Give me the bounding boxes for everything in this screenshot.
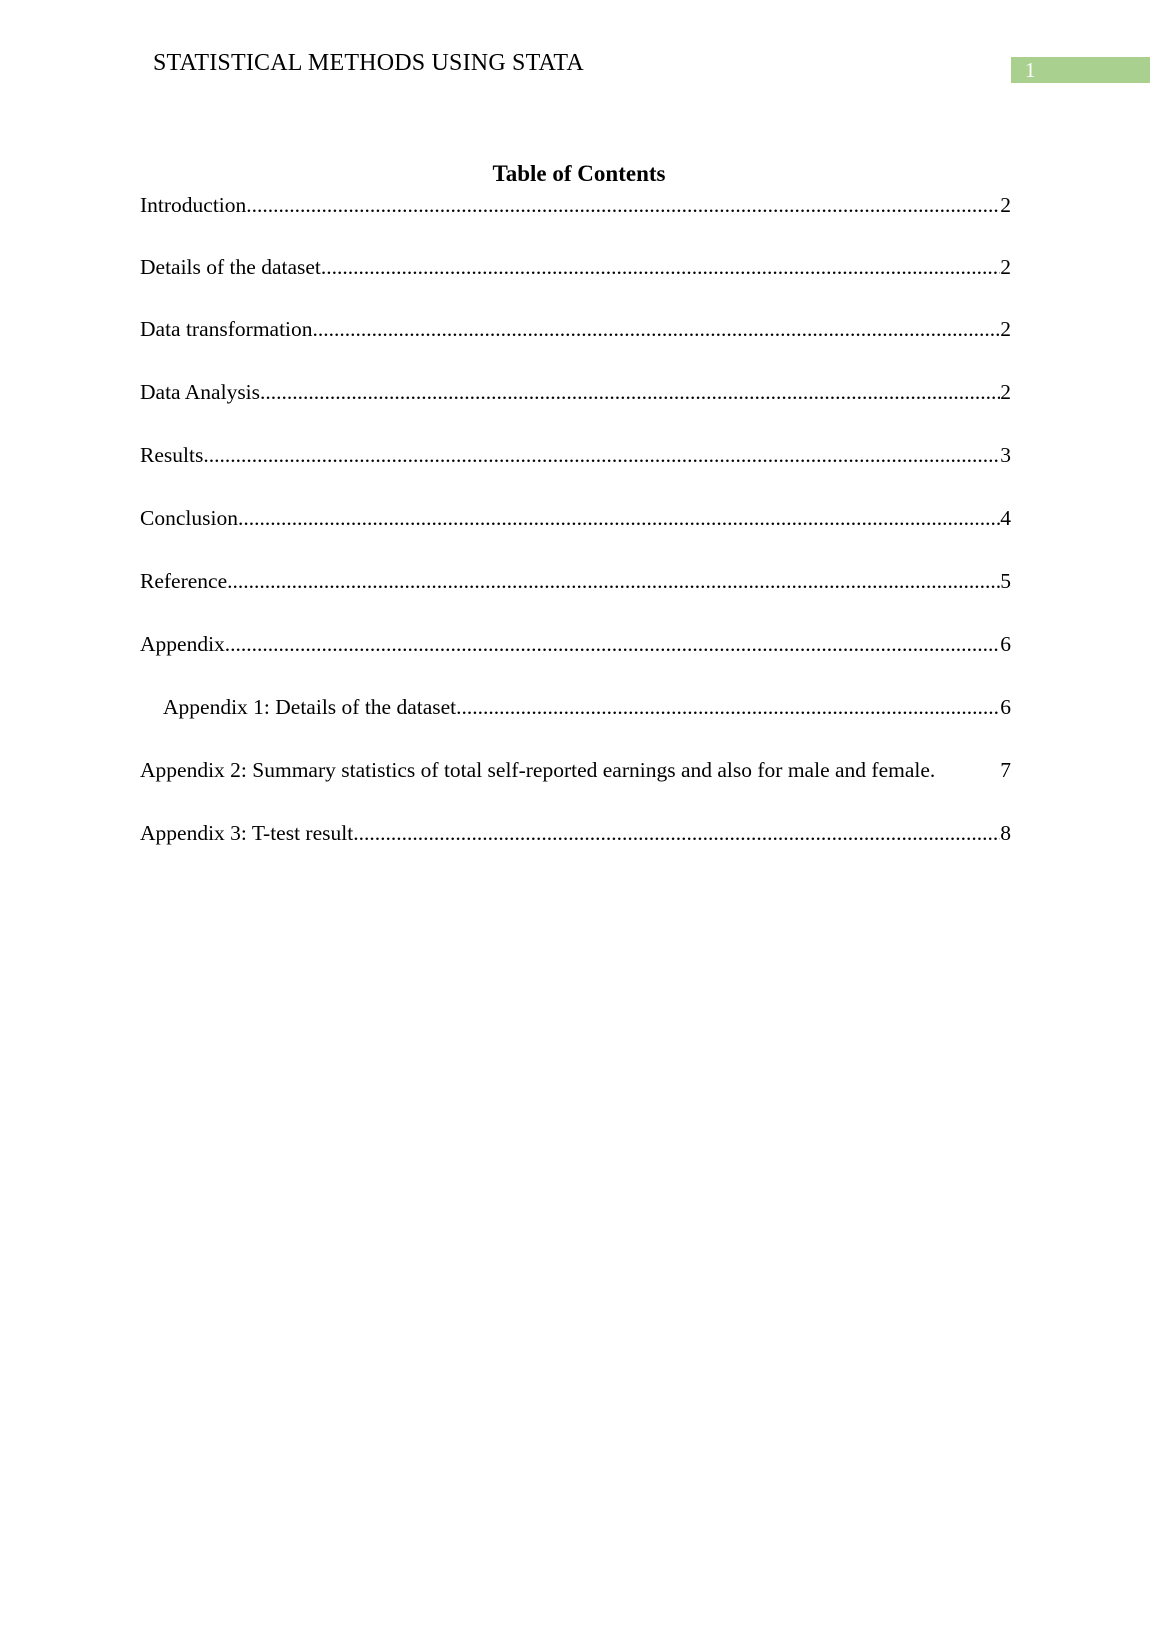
page-number: 1 (1025, 58, 1036, 82)
toc-entry-page: 4 (1000, 506, 1011, 530)
toc-dot-leader (260, 377, 1000, 407)
toc-entry-label: Data transformation (140, 317, 313, 341)
toc-entry-introduction[interactable] (140, 190, 1011, 220)
toc-entry-page: 7 (1000, 758, 1011, 782)
toc-entry-label: Details of the dataset (140, 255, 321, 279)
toc-entry-label: Results (140, 443, 204, 467)
page-number-box (1011, 57, 1150, 83)
toc-dot-leader (203, 440, 1000, 470)
toc-entry-conclusion[interactable] (140, 503, 1011, 533)
toc-dot-leader (238, 503, 1000, 533)
toc-entry-page: 2 (1000, 255, 1011, 279)
toc-entry-page: 6 (1000, 632, 1011, 656)
toc-entry-label: Conclusion (140, 506, 238, 530)
toc-dot-leader (353, 818, 1000, 848)
toc-entry-label: Appendix 1: Details of the dataset (163, 695, 457, 719)
toc-entry-data-analysis[interactable] (140, 377, 1011, 407)
toc-dot-leader (225, 629, 1000, 659)
toc-entry-label: Data Analysis (140, 380, 261, 404)
toc-entry-results[interactable] (140, 440, 1011, 470)
toc-dot-leader (321, 252, 1000, 282)
toc-entry-page: 2 (1000, 380, 1011, 404)
toc-heading: Table of Contents (492, 161, 666, 186)
toc-entry-details-of-dataset[interactable] (140, 252, 1011, 282)
toc-entry-label: Appendix (140, 632, 225, 656)
toc-entry-appendix-1[interactable] (163, 692, 1011, 722)
toc-entry-appendix-2[interactable] (140, 755, 1011, 785)
toc-entry-page: 2 (1000, 317, 1011, 341)
toc-entry-page: 6 (1000, 695, 1011, 719)
toc-entry-appendix-3[interactable] (140, 818, 1011, 848)
toc-entry-label: Introduction (140, 193, 247, 217)
toc-entry-page: 3 (1000, 443, 1011, 467)
toc-entry-data-transformation[interactable] (140, 314, 1011, 344)
toc-entry-appendix[interactable] (140, 629, 1011, 659)
toc-entry-label: Reference (140, 569, 228, 593)
toc-entry-label: Appendix 3: T-test result (140, 821, 354, 845)
toc-entry-page: 8 (1000, 821, 1011, 845)
toc-dot-leader (313, 314, 1001, 344)
running-header-title: STATISTICAL METHODS USING STATA (153, 50, 584, 76)
toc-entry-page: 5 (1000, 569, 1011, 593)
toc-dot-leader (246, 190, 1000, 220)
toc-entry-label: Appendix 2: Summary statistics of total self-reported earnings and also for male and female. (140, 758, 936, 782)
toc-dot-leader (456, 692, 1000, 722)
toc-dot-leader (227, 566, 1000, 596)
toc-entry-page: 2 (1000, 193, 1011, 217)
toc-entry-reference[interactable] (140, 566, 1011, 596)
